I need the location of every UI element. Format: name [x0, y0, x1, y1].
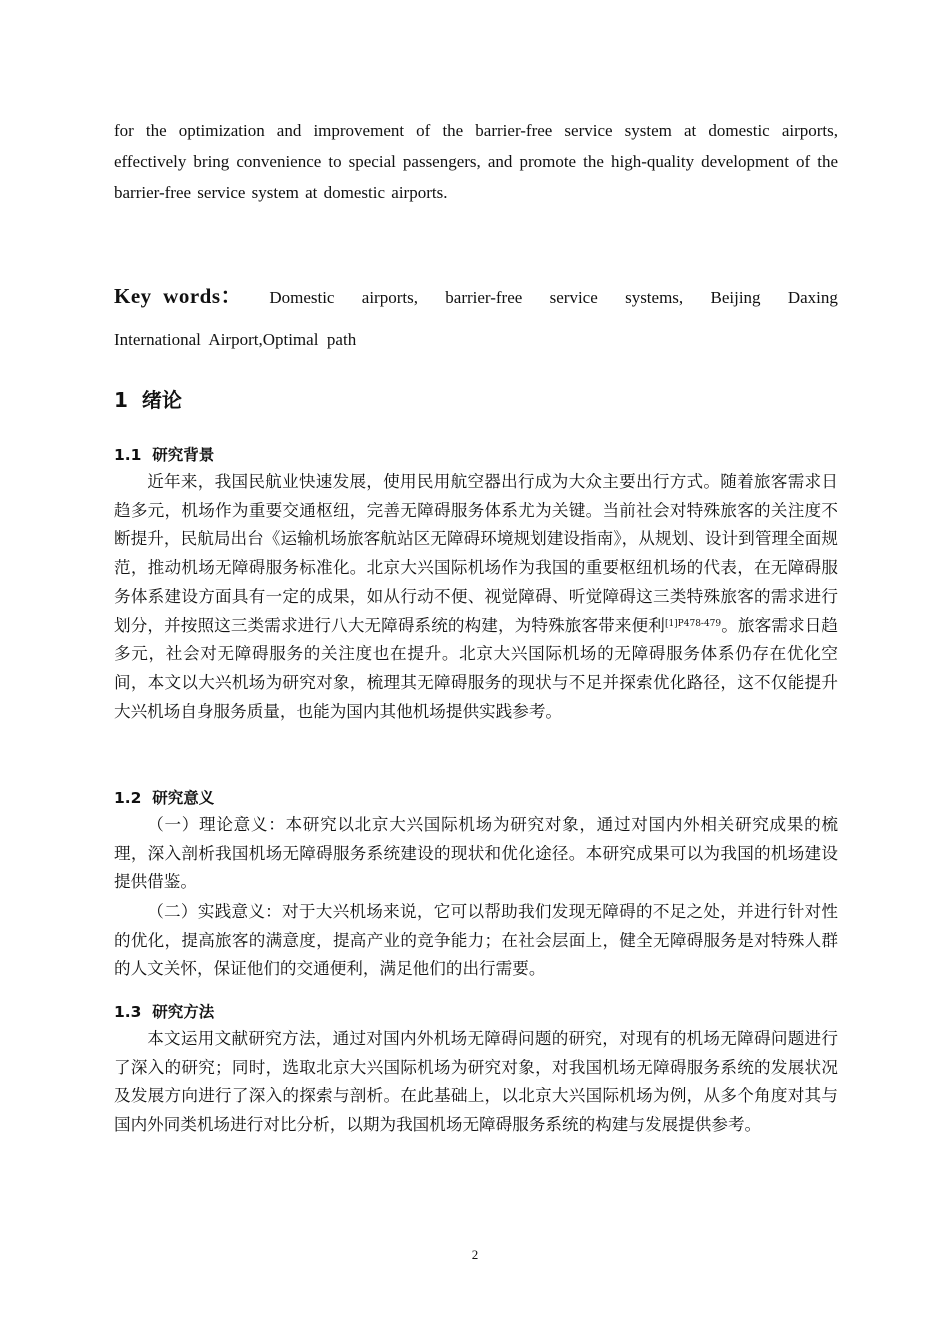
section-paragraph: 本文运用文献研究方法，通过对国内外机场无障碍问题的研究，对现有的机场无障碍问题进行了深入的研究；同时，选取北京大兴国际机场为研究对象，对我国机场无障碍服务系统的发展状况及发展方向进行了深入的探索与剖析。在此基础上，以北京大兴国际机场为例，从多个角度对其与国内外同类机场进行对比分析，以期为我国机场无障碍服务系统的构建与发展提供参考。: [114, 1029, 838, 1135]
page-number: 2: [471, 1247, 479, 1262]
chapter-title: 绪论: [141, 388, 182, 412]
section-heading: [114, 443, 838, 465]
keywords: [114, 281, 838, 355]
keywords-line-2: International Airport,Optimal path: [114, 330, 357, 349]
keyword-token: Domestic: [269, 288, 335, 307]
keyword-token: Beijing: [710, 288, 761, 307]
keywords-line-1: [114, 281, 838, 313]
section-title: 研究背景: [152, 446, 215, 464]
section-title: 研究意义: [152, 789, 215, 807]
section-number: 1.1: [114, 446, 142, 464]
keywords-label: Key words：: [114, 284, 242, 308]
keyword-token: Daxing: [787, 288, 838, 307]
citation-marker: [1]P478-479: [664, 618, 722, 629]
section-paragraph: （二）实践意义：对于大兴机场来说，它可以帮助我们发现无障碍的不足之处，并进行针对性的优化，提高旅客的满意度，提高产业的竞争能力；在社会层面上，健全无障碍服务是对特殊人群的人文关怀，保证他们的交通便利，满足他们的出行需要。: [114, 902, 838, 979]
chapter-number: 1: [114, 388, 128, 412]
paragraph-text: 。旅客需求日趋多元，社会对无障碍服务的关注度也在提升。北京大兴国际机场的无障碍服务体系仍存在优化空间，本文以大兴机场为研究对象，梳理其无障碍服务的现状与不足并探索优化路径，这不仅能提升大兴机场自身服务质量，也能为国内其他机场提供实践参考。: [114, 615, 839, 721]
paragraph-text: 近年来，我国民航业快速发展，使用民用航空器出行成为大众主要出行方式。随着旅客需求日趋多元，机场作为重要交通枢纽，完善无障碍服务体系尤为关键。当前社会对特殊旅客的关注度不断提升，民航局出台《运输机场旅客航站区无障碍环境规划建设指南》，从规划、设计到管理全面规范，推动机场无障碍服务标准化。北京大兴国际机场作为我国的重要枢纽机场的代表，在无障碍服务体系建设方面具有一定的成果，如从行动不便、视觉障碍、听觉障碍这三类特殊旅客的需求进行划分，并按照这三类需求进行八大无障碍系统的构建，为特殊旅客带来便利: [114, 472, 838, 635]
section-paragraph: [114, 468, 838, 726]
keyword-token: service: [549, 288, 598, 307]
chapter-heading: [114, 384, 838, 413]
section-title: 研究方法: [152, 1003, 215, 1021]
section-number: 1.3: [114, 1003, 142, 1021]
section-heading: [114, 1000, 838, 1022]
section-number: 1.2: [114, 789, 142, 807]
abstract-tail: for the optimization and improvement of the barrier-free service system at domestic airports, effectively bring convenience to special passengers, and promote the high-quality development of the barrier-free service system at domestic airports.: [114, 121, 838, 202]
keyword-token: systems,: [625, 288, 684, 307]
section-paragraph: （一）理论意义：本研究以北京大兴国际机场为研究对象，通过对国内外相关研究成果的梳理，深入剖析我国机场无障碍服务系统建设的现状和优化途径。本研究成果可以为我国的机场建设提供借鉴。: [114, 815, 838, 892]
keyword-token: airports,: [361, 288, 418, 307]
section-heading: [114, 786, 838, 808]
keyword-token: barrier-free: [445, 288, 523, 307]
